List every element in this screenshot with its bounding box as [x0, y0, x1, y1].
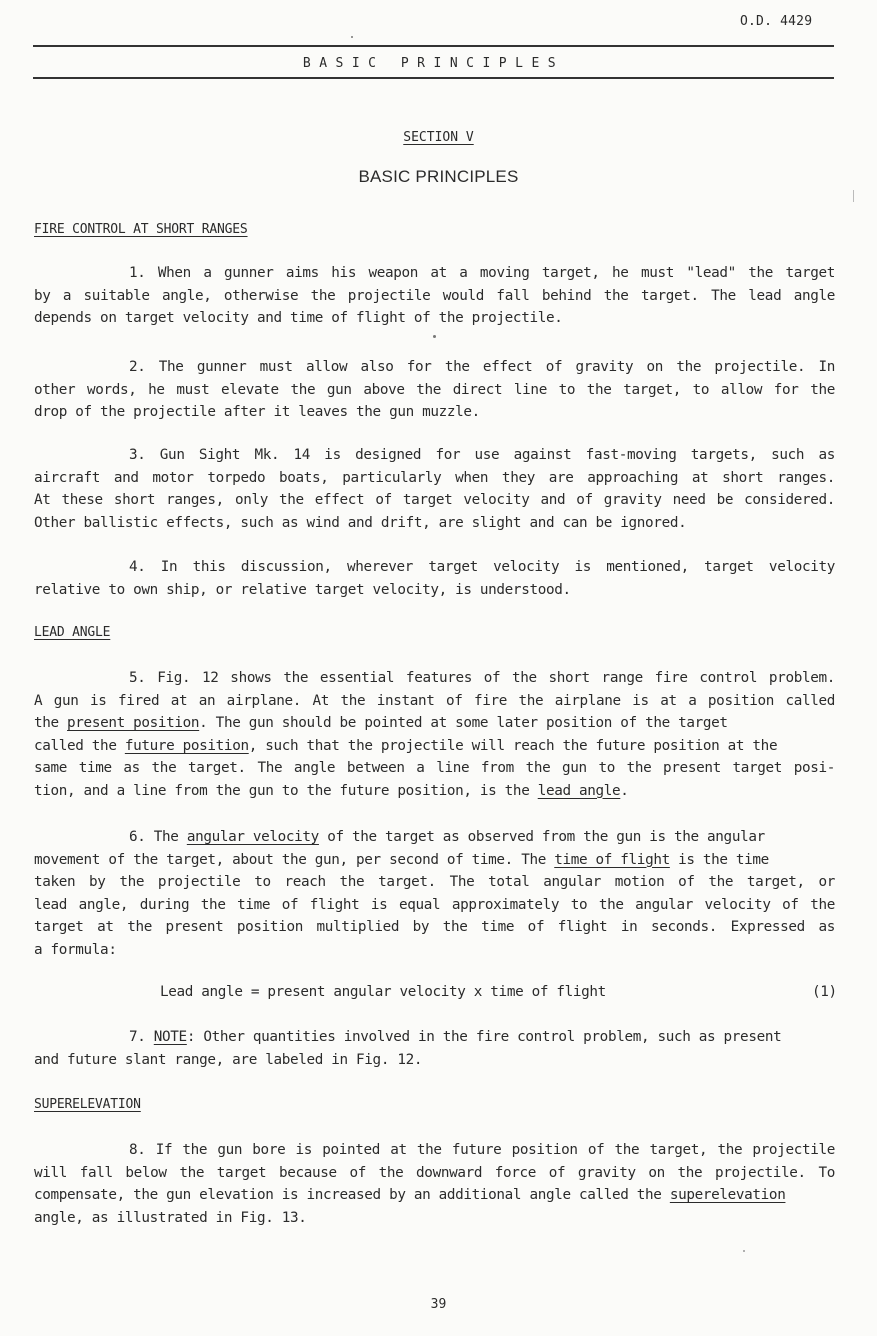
- page-number: 39: [430, 1297, 447, 1312]
- paragraph-line: movement of the target, about the gun, per second of time. The time of flight is the time: [34, 851, 769, 868]
- paragraph-line: 4. In this discussion, wherever target velocity is mentioned, target velocity: [129, 559, 835, 575]
- scan-speck: [351, 36, 353, 38]
- term-angular-velocity: angular velocity: [186, 829, 319, 845]
- paragraph-line: angle, as illustrated in Fig. 13.: [34, 1209, 307, 1226]
- paragraph-line: target at the present position multiplied by the time of flight in seconds. Expressed as: [34, 919, 835, 935]
- paragraph-line: lead angle, during the time of flight is equal approximately to the angular velocity of the: [34, 896, 835, 913]
- paragraph-line: drop of the projectile after it leaves the gun muzzle.: [34, 404, 480, 420]
- paragraph-line: taken by the projectile to reach the target. The total angular motion of the target, or: [34, 874, 835, 890]
- paragraph-2: [34, 356, 835, 424]
- term-superelevation: superelevation: [669, 1187, 786, 1203]
- paragraph-line: same time as the target. The angle between a line from the gun to the present target posi-: [34, 760, 835, 776]
- paragraph-line: compensate, the gun elevation is increased by an additional angle called the superelevation: [34, 1187, 786, 1203]
- term-present-position: present position: [67, 715, 200, 731]
- paragraph-line: the present position. The gun should be pointed at some later position of the target: [34, 715, 728, 731]
- paragraph-7: [34, 1026, 835, 1071]
- paragraph-line: will fall below the target because of the downward force of gravity on the projectile. To: [34, 1164, 835, 1181]
- term-note: NOTE: [153, 1029, 187, 1045]
- paragraph-line: 8. If the gun bore is pointed at the future position of the target, the projectile: [129, 1142, 835, 1158]
- section-title: BASIC PRINCIPLES: [358, 167, 519, 186]
- paragraph-line: 1. When a gunner aims his weapon at a moving target, he must "lead" the target: [129, 265, 835, 281]
- paragraph-line: called the future position, such that the projectile will reach the future position at the: [34, 737, 778, 754]
- paragraph-line: 5. Fig. 12 shows the essential features of the short range fire control problem.: [129, 670, 835, 686]
- subheading-short-ranges: FIRE CONTROL AT SHORT RANGES: [34, 222, 248, 237]
- paragraph-4: [34, 556, 835, 601]
- scan-speck: [853, 190, 854, 202]
- paragraph-line: aircraft and motor torpedo boats, particularly when they are approaching at short ranges.: [34, 469, 835, 486]
- paragraph-5: [34, 667, 835, 802]
- paragraph-line: At these short ranges, only the effect of target velocity and of gravity need be considered.: [34, 492, 835, 508]
- paragraph-line: other words, he must elevate the gun above the direct line to the target, to allow for the: [34, 381, 835, 398]
- paragraph-3: [34, 444, 835, 534]
- paragraph-line: tion, and a line from the gun to the future position, is the lead angle.: [34, 782, 629, 799]
- document-number: O.D. 4429: [740, 14, 813, 29]
- paragraph-line: 6. The angular velocity of the target as observed from the gun is the angular: [129, 829, 765, 845]
- section-number: SECTION V: [403, 130, 474, 145]
- paragraph-1: [34, 262, 835, 330]
- paragraph-line: relative to own ship, or relative target velocity, is understood.: [34, 581, 571, 598]
- header-rule-bottom: [33, 77, 834, 79]
- paragraph-8: [34, 1139, 835, 1229]
- paragraph-line: and future slant range, are labeled in Fig. 12.: [34, 1051, 423, 1068]
- running-head: BASIC PRINCIPLES: [302, 56, 565, 71]
- scan-speck: [743, 1250, 745, 1252]
- term-future-position: future position: [124, 737, 249, 754]
- paragraph-line: by a suitable angle, otherwise the projectile would fall behind the target. The lead angle: [34, 287, 835, 304]
- paragraph-line: 3. Gun Sight Mk. 14 is designed for use against fast-moving targets, such as: [129, 447, 835, 463]
- subheading-lead-angle: LEAD ANGLE: [34, 625, 111, 640]
- formula-number: (1): [812, 984, 837, 1000]
- header-rule-top: [33, 45, 834, 47]
- paragraph-line: A gun is fired at an airplane. At the instant of fire the airplane is at a position called: [34, 692, 835, 709]
- paragraph-line: 7. NOTE: Other quantities involved in the fire control problem, such as present: [129, 1029, 782, 1045]
- term-lead-angle: lead angle: [537, 782, 621, 799]
- scan-speck: [433, 335, 436, 338]
- paragraph-line: 2. The gunner must allow also for the effect of gravity on the projectile. In: [129, 359, 835, 375]
- paragraph-line: Other ballistic effects, such as wind and drift, are slight and can be ignored.: [34, 514, 687, 531]
- paragraph-line: a formula:: [34, 941, 117, 958]
- paragraph-line: depends on target velocity and time of flight of the projectile.: [34, 310, 563, 326]
- formula: Lead angle = present angular velocity x time of flight: [160, 984, 606, 1000]
- term-time-of-flight: time of flight: [554, 851, 670, 868]
- subheading-superelevation: SUPERELEVATION: [34, 1097, 141, 1112]
- paragraph-6: [34, 826, 835, 961]
